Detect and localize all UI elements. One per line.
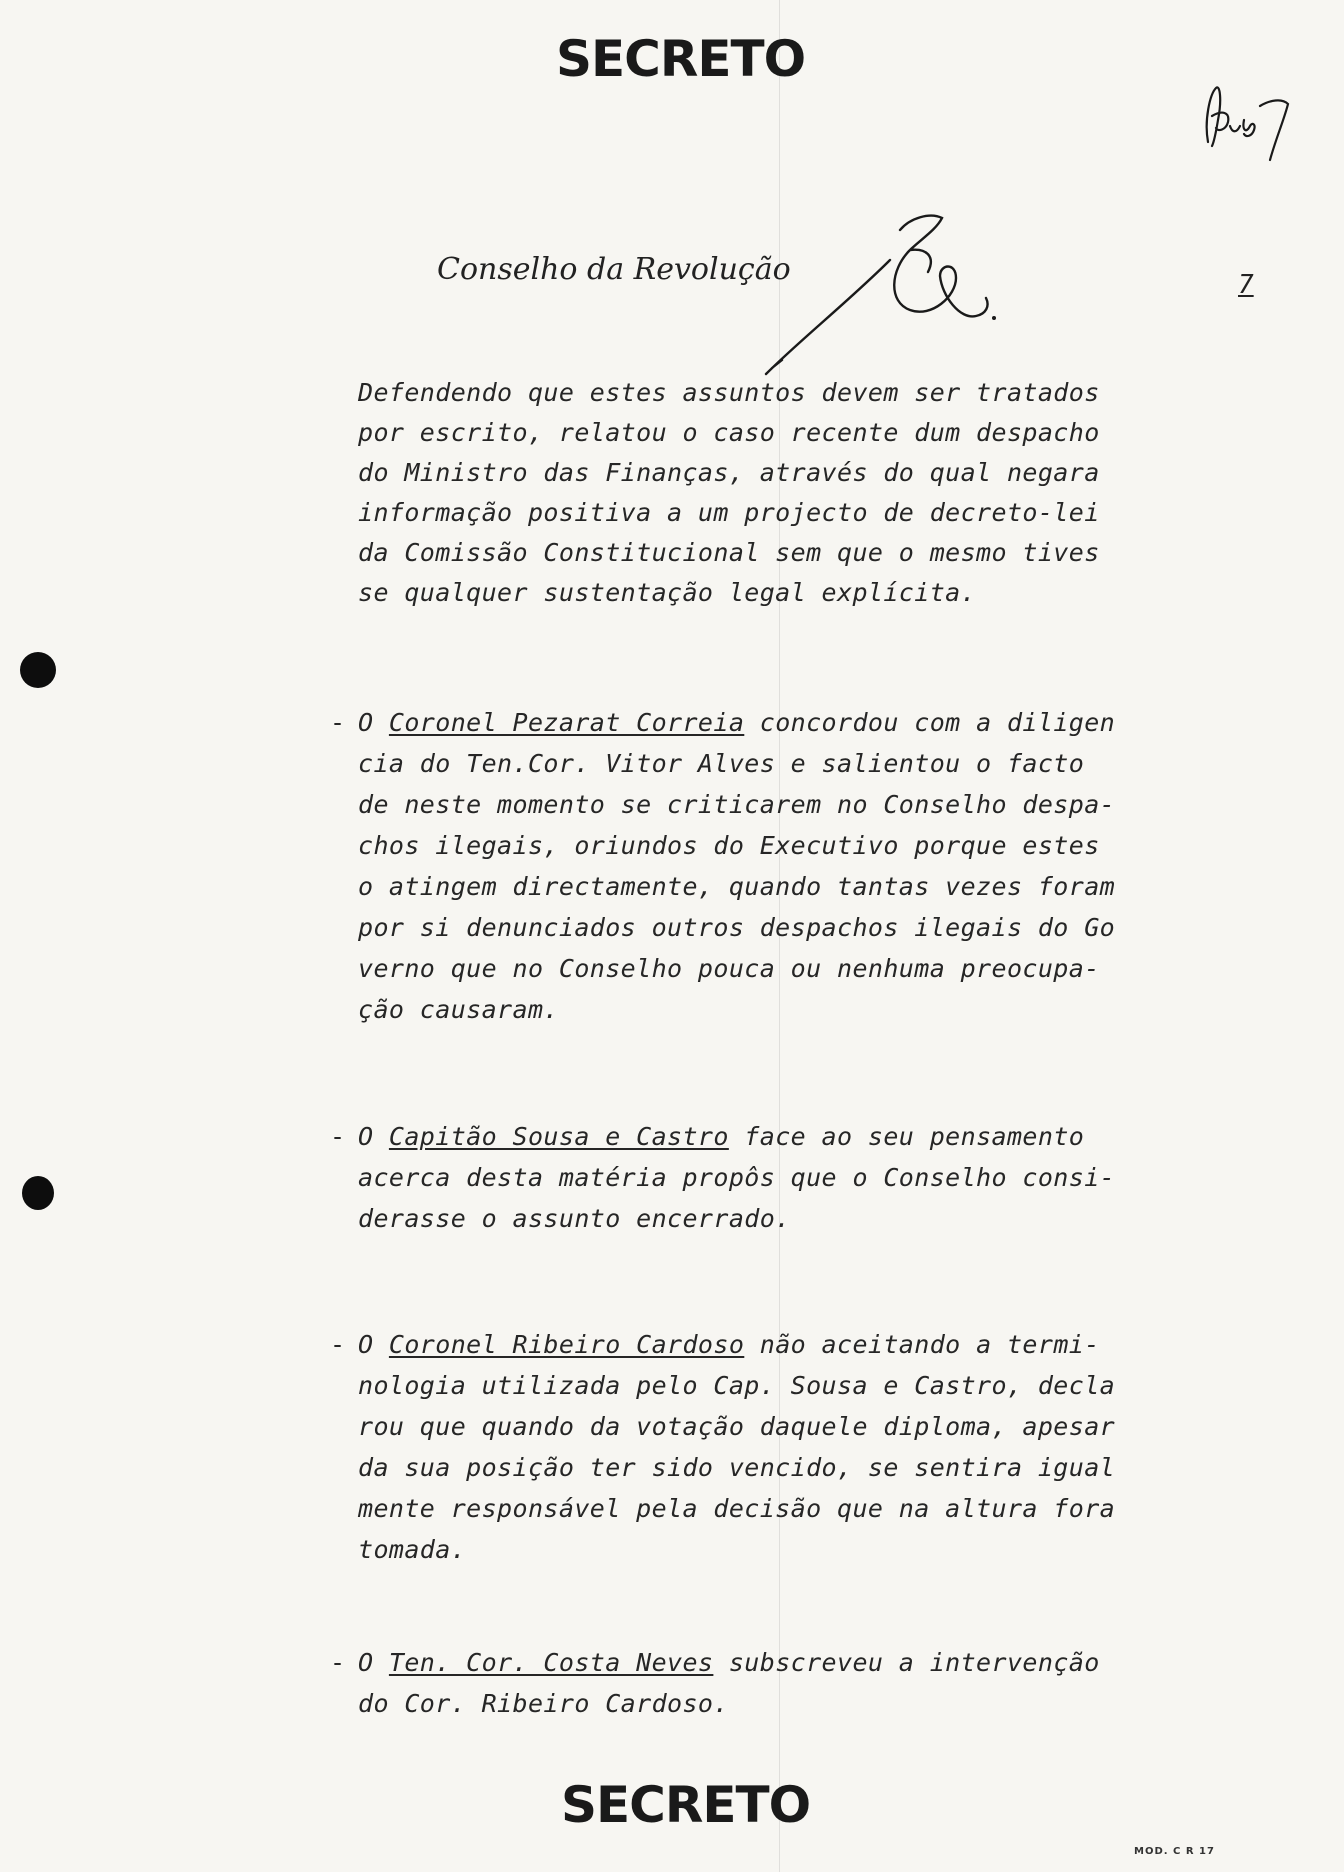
- council-title: Conselho da Revolução: [437, 252, 791, 287]
- body-line: Defendendo que estes assuntos devem ser tratados: [358, 378, 1100, 407]
- speaker-name: Capitão Sousa e Castro: [388, 1122, 729, 1151]
- body-line: cia do Ten.Cor. Vitor Alves e salientou o facto: [358, 749, 1085, 778]
- list-dash: -: [330, 1330, 346, 1359]
- body-line: verno que no Conselho pouca ou nenhuma preocupa-: [358, 954, 1100, 983]
- form-model-code: MOD. C R 17: [1134, 1846, 1215, 1857]
- list-dash: -: [330, 1122, 346, 1151]
- body-line: informação positiva a um projecto de decreto-lei: [358, 498, 1100, 527]
- body-line: O Ten. Cor. Costa Neves subscreveu a intervenção: [358, 1648, 1100, 1677]
- punch-hole: [20, 652, 56, 688]
- body-line: do Cor. Ribeiro Cardoso.: [358, 1689, 729, 1718]
- body-line: do Ministro das Finanças, através do qual negara: [358, 458, 1100, 487]
- list-dash: -: [330, 1648, 346, 1677]
- body-line: chos ilegais, oriundos do Executivo porque estes: [358, 831, 1100, 860]
- body-line: nologia utilizada pelo Cap. Sousa e Castro, decla: [358, 1371, 1116, 1400]
- body-line: por escrito, relatou o caso recente dum despacho: [358, 418, 1100, 447]
- body-line: de neste momento se criticarem no Conselho despa-: [358, 790, 1116, 819]
- body-line: derasse o assunto encerrado.: [358, 1204, 791, 1233]
- list-dash: -: [330, 708, 346, 737]
- body-line: mente responsável pela decisão que na altura fora: [358, 1494, 1116, 1523]
- body-line: acerca desta matéria propôs que o Conselho consi-: [358, 1163, 1116, 1192]
- header-signature: [760, 210, 1020, 380]
- speaker-name: Ten. Cor. Costa Neves: [388, 1648, 714, 1677]
- body-line: O Capitão Sousa e Castro face ao seu pensamento: [358, 1122, 1085, 1151]
- secret-stamp-bottom: SECRETO: [561, 1776, 811, 1834]
- body-line: ção causaram.: [358, 995, 559, 1024]
- body-line: da Comissão Constitucional sem que o mesmo tives: [358, 538, 1100, 567]
- body-line: O Coronel Ribeiro Cardoso não aceitando a termi-: [358, 1330, 1100, 1359]
- speaker-name: Coronel Pezarat Correia: [388, 708, 745, 737]
- speaker-name: Coronel Ribeiro Cardoso: [388, 1330, 745, 1359]
- secret-stamp-top: SECRETO: [556, 30, 806, 88]
- body-line: O Coronel Pezarat Correia concordou com a diligen: [358, 708, 1116, 737]
- punch-hole: [22, 1176, 54, 1210]
- page-number: 7: [1238, 270, 1254, 300]
- handwritten-initials: [1200, 80, 1296, 170]
- body-line: da sua posição ter sido vencido, se sentira igual: [358, 1453, 1116, 1482]
- body-line: se qualquer sustentação legal explícita.: [358, 578, 977, 607]
- body-line: por si denunciados outros despachos ilegais do Go: [358, 913, 1116, 942]
- body-line: rou que quando da votação daquele diploma, apesar: [358, 1412, 1116, 1441]
- body-line: o atingem directamente, quando tantas vezes foram: [358, 872, 1116, 901]
- body-line: tomada.: [358, 1535, 467, 1564]
